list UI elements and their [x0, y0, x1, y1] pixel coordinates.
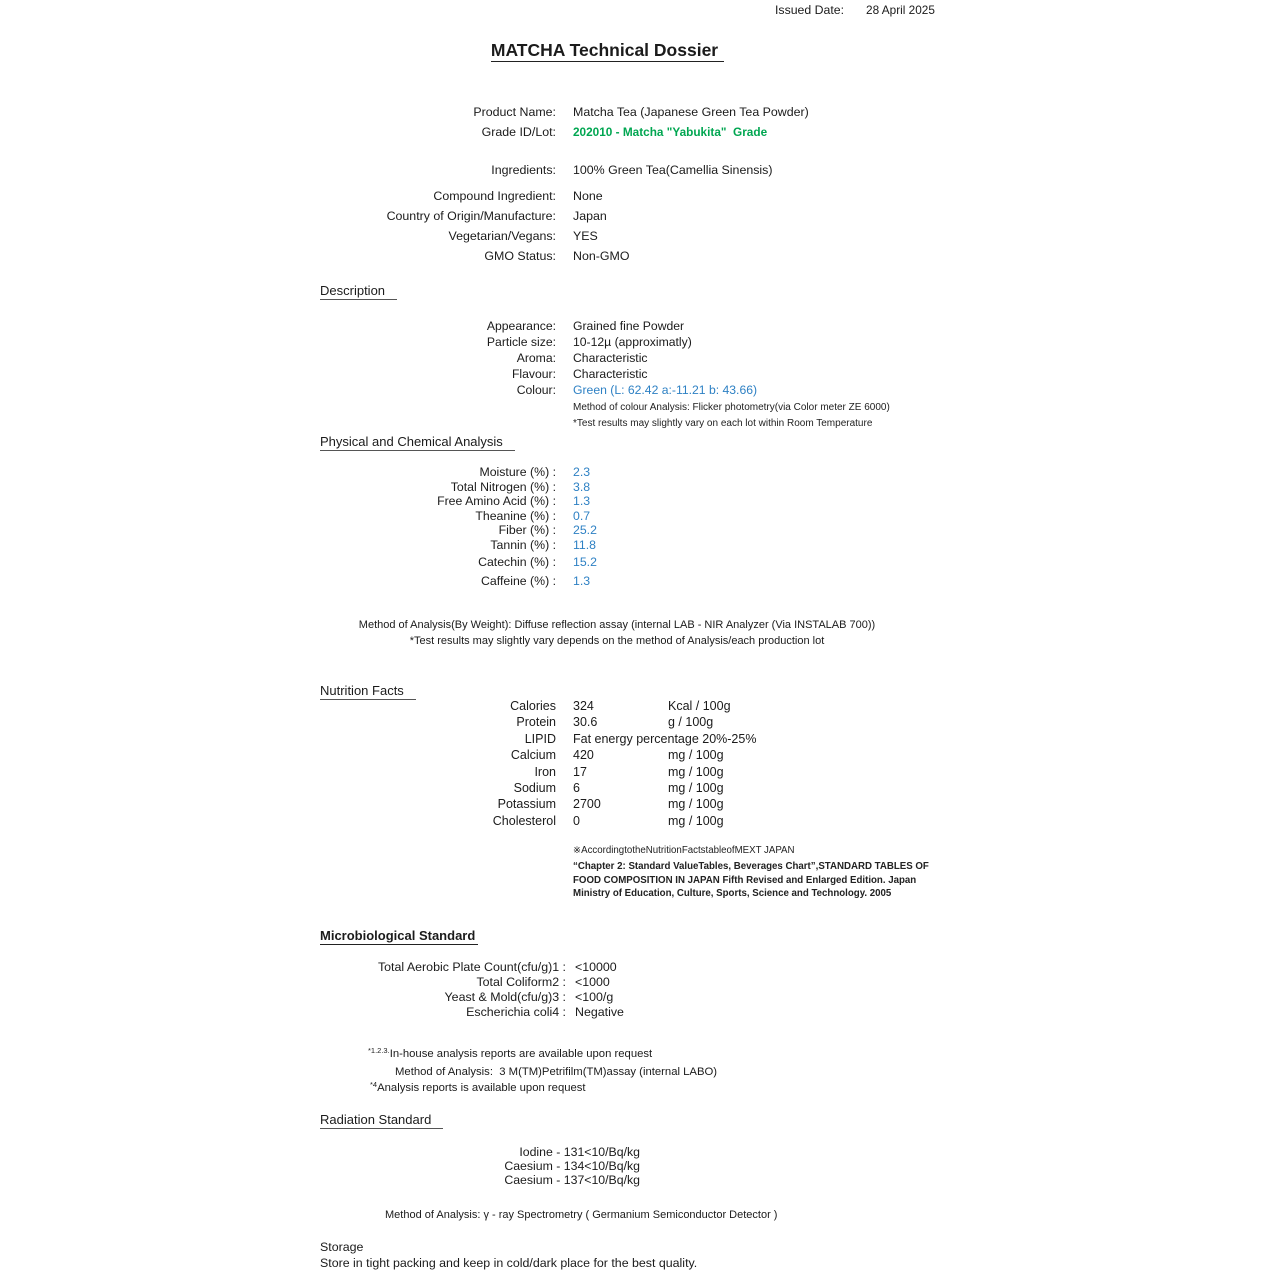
footnote-reports [370, 1080, 717, 1098]
field-value: 0 [573, 813, 580, 828]
section-heading-text: Nutrition Facts [320, 683, 416, 700]
field-unit: g / 100g [668, 715, 714, 730]
row-gmo-status [320, 246, 773, 266]
page-title [0, 40, 1215, 61]
general-info [320, 160, 773, 266]
page-title-text: MATCHA Technical Dossier [491, 40, 724, 62]
storage-section [320, 1240, 697, 1271]
row-cholesterol [320, 813, 756, 829]
section-heading-radiation [320, 1112, 443, 1127]
field-unit: Kcal / 100g [668, 699, 731, 713]
field-value: Characteristic [573, 367, 648, 381]
footnote-in-house [368, 1046, 717, 1064]
footnote-text: Analysis reports is available upon request [377, 1082, 586, 1094]
storage-text: Store in tight packing and keep in cold/dark place for the best quality. [320, 1255, 698, 1270]
field-value: 30.6 [573, 715, 598, 730]
section-heading-text: Description [320, 283, 397, 300]
reference-line: FOOD COMPOSITION IN JAPAN Fifth Revised and Enlarged Edition. Japan [573, 874, 917, 886]
field-label: Caffeine (%) : [481, 574, 556, 589]
row-fiber [320, 523, 597, 538]
field-value: 17 [573, 764, 587, 779]
row-yeast-mold [320, 990, 624, 1005]
field-value: 420 [573, 748, 594, 763]
field-value: 15.2 [573, 555, 597, 570]
field-value: 2700 [573, 797, 601, 812]
field-label: Compound Ingredient: [433, 189, 556, 203]
nutrition-facts-table [320, 698, 756, 829]
field-value: <100/g [575, 990, 614, 1005]
section-heading-text: Microbiological Standard [320, 928, 478, 945]
row-caffeine [320, 574, 597, 589]
field-label: LIPID [524, 731, 556, 746]
reference-line: Ministry of Education, Culture, Sports, Science and Technology. 2005 [573, 888, 892, 900]
section-heading-microbiological [320, 928, 478, 943]
colour-analysis-method-note: Method of colour Analysis: Flicker photometry(via Color meter ZE 6000) [573, 402, 890, 413]
radiation-analysis-method-note: Method of Analysis: γ - ray Spectrometry ( Germanium Semiconductor Detector ) [385, 1209, 778, 1221]
field-label: Colour: [516, 383, 556, 397]
row-iron [320, 764, 756, 780]
row-escherichia-coli [320, 1005, 624, 1020]
section-heading-text: Radiation Standard [320, 1112, 443, 1129]
row-lipid [320, 731, 756, 747]
nutrition-source-note: ※AccordingtotheNutritionFactstableofMEXT JAPAN [573, 845, 795, 856]
row-catechin [320, 555, 597, 570]
colour-value: Green (L: 62.42 a:-11.21 b: 43.66) [573, 383, 758, 397]
field-value: 3.8 [573, 479, 591, 494]
row-calcium [320, 747, 756, 763]
field-label: Vegetarian/Vegans: [448, 229, 556, 243]
row-potassium [320, 796, 756, 812]
field-value: 2.3 [573, 465, 591, 479]
section-heading-physical-chemical [320, 434, 515, 449]
field-label: Catechin (%) : [478, 555, 556, 570]
field-label: Calories [510, 699, 556, 713]
field-value: <1000 [575, 975, 610, 990]
field-value: Japan [573, 209, 607, 223]
field-label: Escherichia coli4 : [466, 1005, 566, 1020]
section-heading-description [320, 283, 397, 298]
field-label: Calcium [510, 748, 556, 763]
field-label: Country of Origin/Manufacture: [386, 209, 556, 223]
row-protein [320, 714, 756, 730]
field-label: Particle size: [486, 335, 556, 349]
row-colour [320, 382, 757, 398]
field-label: Protein [516, 715, 556, 730]
field-label: Fiber (%) : [498, 523, 556, 538]
nutrition-reference-note [573, 860, 929, 901]
field-value: 6 [573, 781, 580, 796]
physical-analysis-method-note [320, 618, 914, 649]
field-value: 324 [573, 699, 594, 713]
field-label: Aroma: [516, 351, 556, 365]
field-label: Sodium [513, 781, 556, 796]
field-unit: mg / 100g [668, 781, 724, 796]
row-total-nitrogen [320, 480, 597, 495]
row-total-aerobic-plate-count [320, 960, 624, 975]
field-value: Matcha Tea (Japanese Green Tea Powder) [573, 105, 809, 119]
section-heading-text: Physical and Chemical Analysis [320, 434, 515, 451]
row-total-coliform [320, 975, 624, 990]
field-value: 1.3 [573, 494, 591, 509]
row-compound-ingredient [320, 186, 773, 206]
field-label: Product Name: [473, 105, 556, 119]
row-product-name [320, 102, 809, 122]
field-value: 11.8 [573, 537, 597, 552]
field-value: 10-12µ (approximatly) [573, 335, 692, 349]
field-label: Potassium [497, 797, 556, 812]
row-vegetarian-vegans [320, 226, 773, 246]
row-ingredients [320, 160, 773, 180]
field-label: Grade ID/Lot: [481, 125, 556, 139]
issued-date-value: 28 April 2025 [866, 3, 935, 17]
field-unit: mg / 100g [668, 797, 724, 812]
field-label: Ingredients: [491, 163, 556, 177]
field-value: Non-GMO [573, 249, 630, 263]
field-label: Cholesterol [492, 813, 556, 828]
row-aroma [320, 350, 757, 366]
field-unit: mg / 100g [668, 748, 724, 763]
field-label: Moisture (%) : [479, 465, 556, 479]
footnote-method: Method of Analysis: 3 M(TM)Petrifilm(TM)assay (internal LABO) [395, 1065, 718, 1078]
microbiological-fields [320, 960, 624, 1020]
field-value: 25.2 [573, 523, 597, 538]
field-label: Flavour: [511, 367, 556, 381]
row-sodium [320, 780, 756, 796]
issued-date-label: Issued Date: [775, 3, 845, 17]
grade-id-value: 202010 - Matcha "Yabukita" Grade [573, 125, 768, 139]
field-label: Total Aerobic Plate Count(cfu/g)1 : [377, 960, 566, 974]
section-heading-nutrition-facts [320, 683, 416, 698]
product-identification [320, 102, 809, 142]
field-value: Grained fine Powder [573, 319, 685, 333]
field-value: Negative [575, 1005, 624, 1020]
row-particle-size [320, 334, 757, 350]
field-label: Free Amino Acid (%) : [437, 494, 556, 509]
field-unit: mg / 100g [668, 764, 724, 779]
field-value: 1.3 [573, 574, 591, 589]
reference-line: “Chapter 2: Standard ValueTables, Beverages Chart”,STANDARD TABLES OF [573, 861, 929, 872]
row-tannin [320, 538, 597, 553]
field-label: Tannin (%) : [490, 537, 556, 552]
row-calories [320, 698, 756, 714]
field-value: None [573, 189, 603, 203]
physical-chemical-fields [320, 465, 597, 589]
footnote-text: In-house analysis reports are available upon request [389, 1048, 653, 1060]
radiation-values [420, 1145, 640, 1187]
field-label: Appearance: [486, 319, 556, 333]
row-country-of-origin [320, 206, 773, 226]
footnote-marker: *1.2.3. [368, 1046, 390, 1055]
analysis-disclaimer-note: *Test results may slightly vary depends on the method of Analysis/each production lot [409, 634, 825, 647]
row-grade-id-lot [320, 122, 809, 142]
row-flavour [320, 366, 757, 382]
radiation-line-caesium-134: Caesium - 134<10/Bq/kg [504, 1159, 640, 1174]
row-moisture [320, 465, 597, 480]
field-value: <10000 [575, 960, 617, 974]
method-of-analysis-note: Method of Analysis(By Weight): Diffuse reflection assay (internal LAB - NIR Analyzer (Via INSTALAB 700)) [358, 619, 876, 631]
row-theanine [320, 509, 597, 524]
field-label: Total Nitrogen (%) : [450, 479, 556, 494]
row-free-amino-acid [320, 494, 597, 509]
field-label: Theanine (%) : [475, 508, 556, 523]
field-value: Fat energy percentage 20%-25% [573, 731, 757, 746]
field-value: 100% Green Tea(Camellia Sinensis) [573, 163, 773, 177]
field-value: Characteristic [573, 351, 648, 365]
field-label: Yeast & Mold(cfu/g)3 : [444, 990, 566, 1005]
radiation-line-iodine-131: Iodine - 131<10/Bq/kg [519, 1145, 640, 1159]
field-value: YES [573, 229, 598, 243]
radiation-line-caesium-137: Caesium - 137<10/Bq/kg [504, 1173, 640, 1188]
field-label: Total Coliform2 : [476, 975, 566, 990]
microbiological-footnotes [320, 1046, 717, 1098]
field-unit: mg / 100g [668, 813, 724, 828]
description-fields [320, 318, 757, 398]
footnote-marker: *4 [370, 1080, 378, 1089]
row-appearance [320, 318, 757, 334]
colour-analysis-disclaimer-note: *Test results may slightly vary on each lot within Room Temperature [573, 418, 873, 429]
storage-heading: Storage [320, 1240, 364, 1254]
field-label: Iron [534, 764, 556, 779]
field-label: GMO Status: [484, 249, 556, 263]
field-value: 0.7 [573, 508, 591, 523]
issued-date [775, 3, 935, 17]
